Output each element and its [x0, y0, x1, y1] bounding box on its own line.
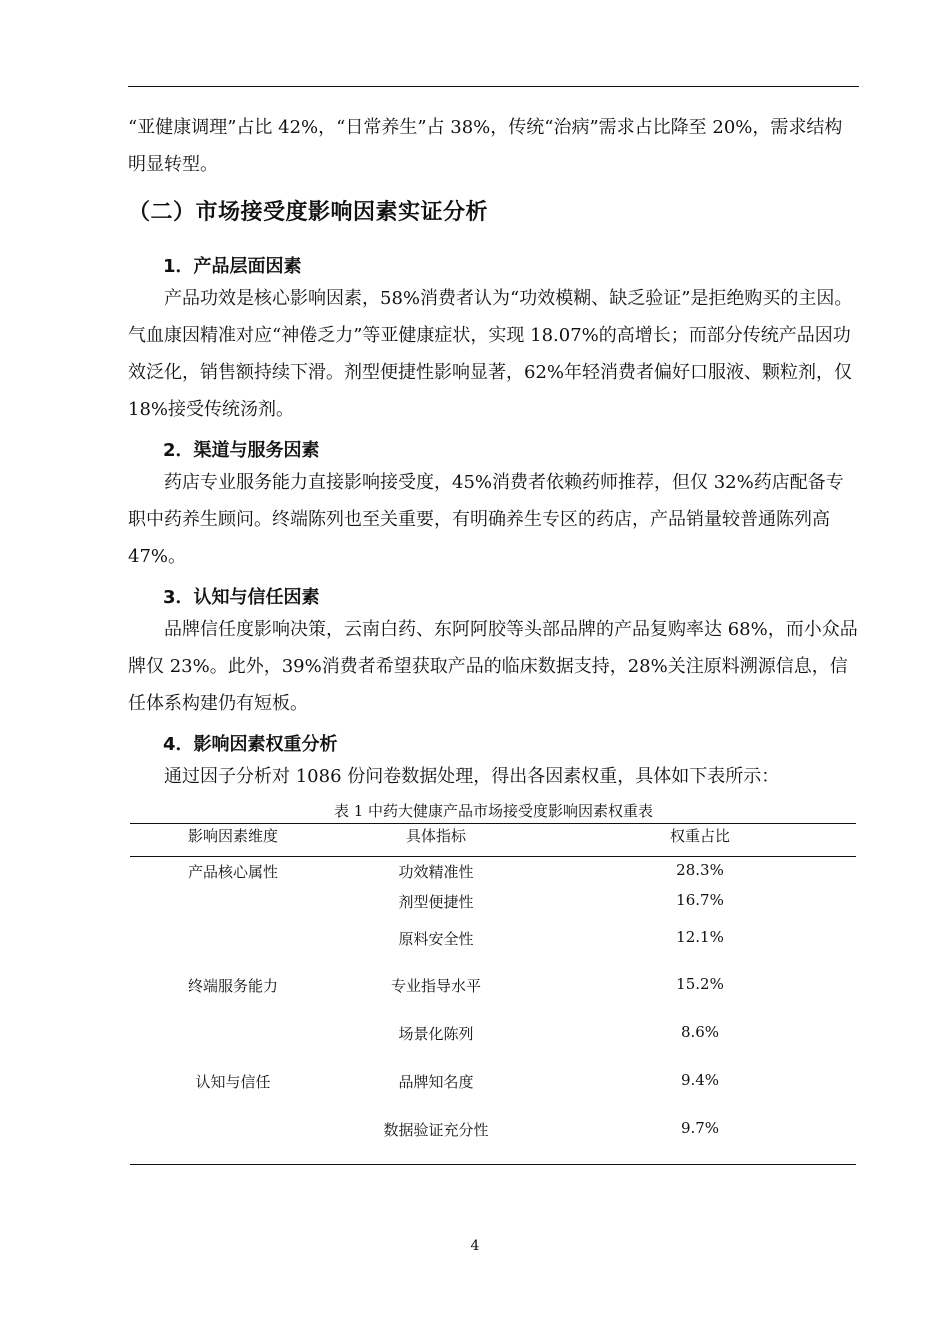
table-cell: 剂型便捷性 [398, 893, 474, 911]
subsection-body-1: 产品功效是核心影响因素，58%消费者认为“功效模糊、缺乏验证”是拒绝购买的主因。气血康因精准对应“神倦乏力”等亚健康症状，实现 18.07%的高增长；而部分传统产品因功效泛化，销售额持续下滑。剂型便捷性影响显著，62%年轻消费者偏好口服液、颗粒剂，仅 18%接受传统汤剂。 [128, 288, 853, 420]
page-number: 4 [470, 1238, 480, 1254]
subsection-heading-3: 3．认知与信任因素 [163, 587, 320, 608]
table-caption: 表 1 中药大健康产品市场接受度影响因素权重表 [333, 802, 654, 820]
table-cell: 16.7% [676, 891, 724, 909]
intro-paragraph: “亚健康调理”占比 42%，“日常养生”占 38%，传统“治病”需求占比降至 20%，需求结构明显转型。 [128, 117, 843, 175]
section-heading: （二）市场接受度影响因素实证分析 [128, 200, 489, 225]
table-cell: 9.4% [680, 1071, 720, 1089]
table-cell: 原料安全性 [398, 930, 474, 948]
header-rule [128, 86, 859, 87]
subsection-heading-2: 2．渠道与服务因素 [163, 440, 320, 461]
table-cell: 产品核心属性 [187, 863, 278, 881]
table-top-rule [130, 823, 856, 824]
table-header-indicator: 具体指标 [405, 827, 466, 845]
table-header-weight: 权重占比 [669, 827, 730, 845]
subsection-body-3: 品牌信任度影响决策，云南白药、东阿阿胶等头部品牌的产品复购率达 68%，而小众品牌仅 23%。此外，39%消费者希望获取产品的临床数据支持，28%关注原料溯源信息，信任体系构建仍有短板。 [128, 619, 858, 714]
table-header-dimension: 影响因素维度 [187, 827, 278, 845]
table-cell: 功效精准性 [398, 863, 474, 881]
subsection-body-4: 通过因子分析对 1086 份问卷数据处理，得出各因素权重，具体如下表所示： [164, 766, 780, 787]
table-cell: 8.6% [680, 1023, 720, 1041]
table-cell: 场景化陈列 [398, 1025, 474, 1043]
subsection-heading-1: 1．产品层面因素 [163, 256, 302, 277]
subsection-heading-4: 4．影响因素权重分析 [163, 734, 338, 755]
table-cell: 品牌知名度 [398, 1073, 474, 1091]
table-cell: 专业指导水平 [390, 977, 481, 995]
subsection-body-2: 药店专业服务能力直接影响接受度，45%消费者依赖药师推荐，但仅 32%药店配备专职中药养生顾问。终端陈列也至关重要，有明确养生专区的药店，产品销量较普通陈列高 47%。 [128, 472, 844, 567]
table-cell: 28.3% [676, 861, 724, 879]
table-bottom-rule [130, 1164, 856, 1165]
table-cell: 15.2% [676, 975, 724, 993]
table-cell: 数据验证充分性 [383, 1121, 489, 1139]
table-cell: 12.1% [676, 928, 724, 946]
table-cell: 终端服务能力 [187, 977, 278, 995]
table-cell: 9.7% [680, 1119, 720, 1137]
table-header-rule [130, 856, 856, 857]
table-cell: 认知与信任 [195, 1073, 271, 1091]
